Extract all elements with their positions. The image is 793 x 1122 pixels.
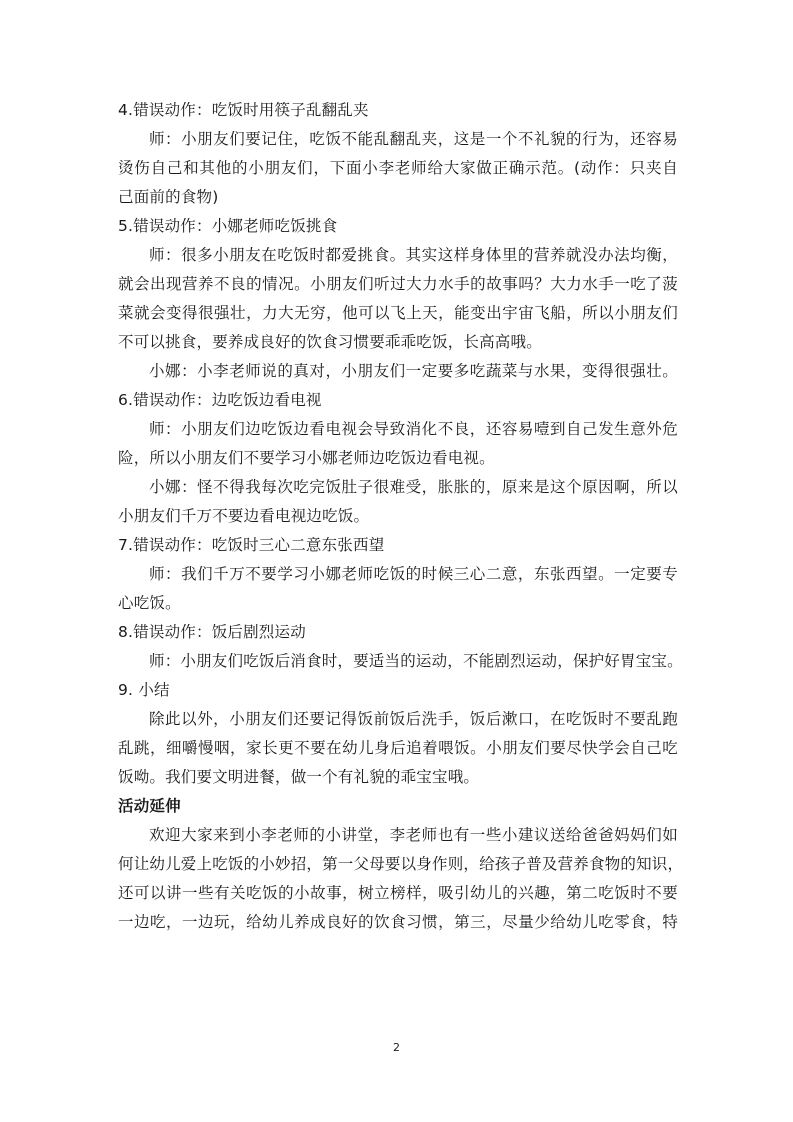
paragraph-line: 除此以外，小朋友们还要记得饭前饭后洗手，饭后漱口，在吃饭时不要乱跑 xyxy=(149,710,678,728)
paragraph-line: 师：很多小朋友在吃饭时都爱挑食。其实这样身体里的营养就没办法均衡， xyxy=(149,246,678,264)
paragraph-line: 小娜：怪不得我每次吃完饭肚子很难受，胀胀的，原来是这个原因啊，所以 xyxy=(149,478,678,496)
item-heading-5: 5.错误动作：小娜老师吃饭挑食 xyxy=(118,217,338,235)
paragraph-line: 小朋友们千万不要边看电视边吃饭。 xyxy=(118,507,370,525)
paragraph-line: 师：我们千万不要学习小娜老师吃饭的时候三心二意，东张西望。一定要专 xyxy=(149,565,678,583)
paragraph-line: 菜就会变得很强壮，力大无穷，他可以飞上天，能变出宇宙飞船，所以小朋友们 xyxy=(118,304,678,322)
paragraph-line: 何让幼儿爱上吃饭的小妙招，第一父母要以身作则，给孩子普及营养食物的知识， xyxy=(118,855,684,873)
item-heading-7: 7.错误动作：吃饭时三心二意东张西望 xyxy=(118,536,385,554)
paragraph-line: 师：小朋友们要记住，吃饭不能乱翻乱夹，这是一个不礼貌的行为，还容易 xyxy=(149,130,678,148)
section-heading-activity-extension: 活动延伸 xyxy=(118,797,181,815)
item-heading-4: 4.错误动作：吃饭时用筷子乱翻乱夹 xyxy=(118,101,369,119)
document-body xyxy=(118,96,684,937)
paragraph-line: 一边吃，一边玩，给幼儿养成良好的饮食习惯，第三，尽量少给幼儿吃零食，特 xyxy=(118,913,678,931)
paragraph-line: 己面前的食物) xyxy=(118,188,219,206)
paragraph-line: 欢迎大家来到小李老师的小讲堂，李老师也有一些小建议送给爸爸妈妈们如 xyxy=(149,826,678,844)
paragraph-line: 饭呦。我们要文明进餐，做一个有礼貌的乖宝宝哦。 xyxy=(118,768,480,786)
paragraph-line: 心吃饭。 xyxy=(118,594,181,612)
paragraph-line: 还可以讲一些有关吃饭的小故事，树立榜样，吸引幼儿的兴趣，第二吃饭时不要 xyxy=(118,884,678,902)
item-heading-6: 6.错误动作：边吃饭边看电视 xyxy=(118,391,322,409)
paragraph-line: 烫伤自己和其他的小朋友们，下面小李老师给大家做正确示范。(动作：只夹自 xyxy=(118,159,678,177)
paragraph-line: 就会出现营养不良的情况。小朋友们听过大力水手的故事吗？大力水手一吃了菠 xyxy=(118,275,678,293)
paragraph-line: 乱跳，细嚼慢咽，家长更不要在幼儿身后追着喂饭。小朋友们要尽快学会自己吃 xyxy=(118,739,678,757)
item-heading-8: 8.错误动作：饭后剧烈运动 xyxy=(118,623,306,641)
paragraph-line: 师：小朋友们边吃饭边看电视会导致消化不良，还容易噎到自己发生意外危 xyxy=(149,420,678,438)
page-number: 2 xyxy=(393,1041,400,1054)
paragraph-line: 险，所以小朋友们不要学习小娜老师边吃饭边看电视。 xyxy=(118,449,495,467)
paragraph-line: 小娜：小李老师说的真对，小朋友们一定要多吃蔬菜与水果，变得很强壮。 xyxy=(149,362,678,380)
paragraph-line: 师：小朋友们吃饭后消食时，要适当的运动，不能剧烈运动，保护好胃宝宝。 xyxy=(149,652,683,670)
item-heading-9: 9. 小结 xyxy=(118,681,170,699)
paragraph-line: 不可以挑食，要养成良好的饮食习惯要乖乖吃饭，长高高哦。 xyxy=(118,333,542,351)
